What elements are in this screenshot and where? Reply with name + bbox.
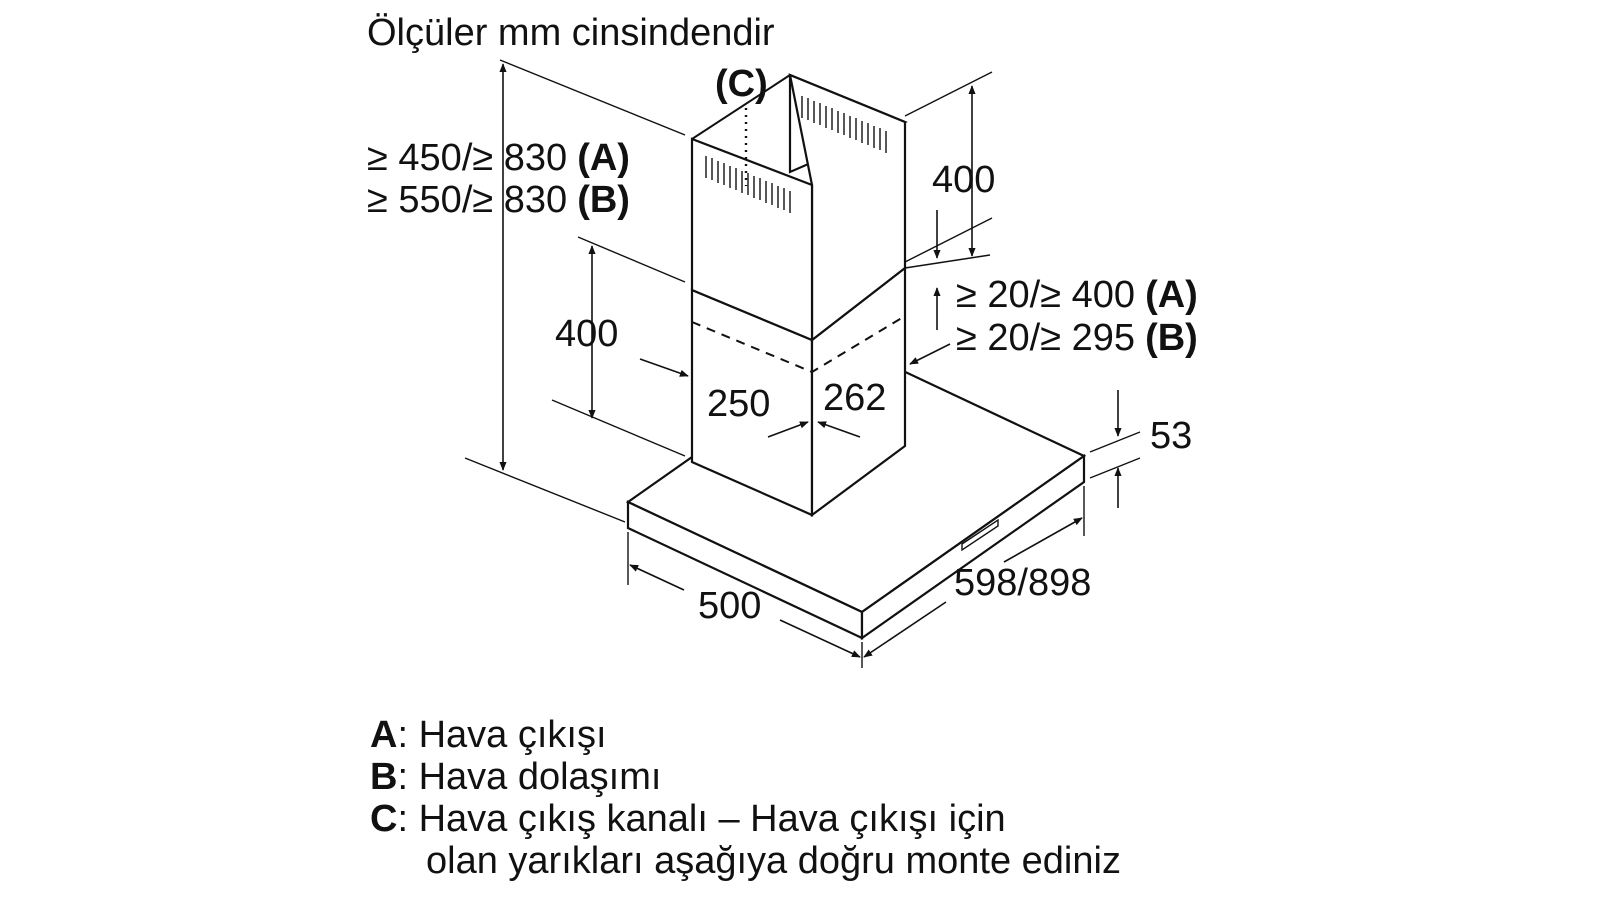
legend-key: A: [370, 714, 398, 756]
chimney-depth-pointer: [640, 359, 688, 376]
legend-key: B: [370, 756, 398, 798]
canopy-depth-label: 500: [698, 585, 762, 627]
canopy-width-label: 598/898: [954, 562, 1092, 604]
legend-item-c: [370, 798, 1121, 840]
canopy-thickness-dimension: [1090, 390, 1140, 508]
overall-height-a-label: ≥ 450/≥ 830 (A): [367, 137, 630, 179]
legend-key: C: [370, 798, 398, 840]
chimney-width-label: 262: [823, 377, 887, 419]
legend-text: : Hava çıkış kanalı – Hava çıkışı için: [397, 798, 1006, 840]
legend: [370, 714, 1121, 882]
chimney-depth-label: 250: [707, 383, 771, 425]
legend-item-c-continuation: olan yarıkları aşağıya doğru monte ediniz: [426, 840, 1121, 882]
overlap-b-label: ≥ 20/≥ 295 (B): [956, 317, 1198, 359]
overall-height-dimension: [465, 60, 685, 522]
legend-text: : Hava çıkışı: [397, 714, 607, 756]
overall-height-b-label: ≥ 550/≥ 830 (B): [367, 179, 630, 221]
callout-c-label: (C): [715, 63, 768, 105]
legend-item-b: [370, 756, 1121, 798]
legend-text: : Hava dolaşımı: [397, 756, 662, 798]
upper-chimney-height-label: 400: [932, 159, 996, 201]
lower-chimney-height-label: 400: [555, 313, 619, 355]
legend-item-a: [370, 714, 1121, 756]
drawing-title: Ölçüler mm cinsindendir: [367, 12, 775, 54]
canopy-thickness-label: 53: [1150, 415, 1193, 457]
overlap-a-label: ≥ 20/≥ 400 (A): [956, 274, 1198, 316]
